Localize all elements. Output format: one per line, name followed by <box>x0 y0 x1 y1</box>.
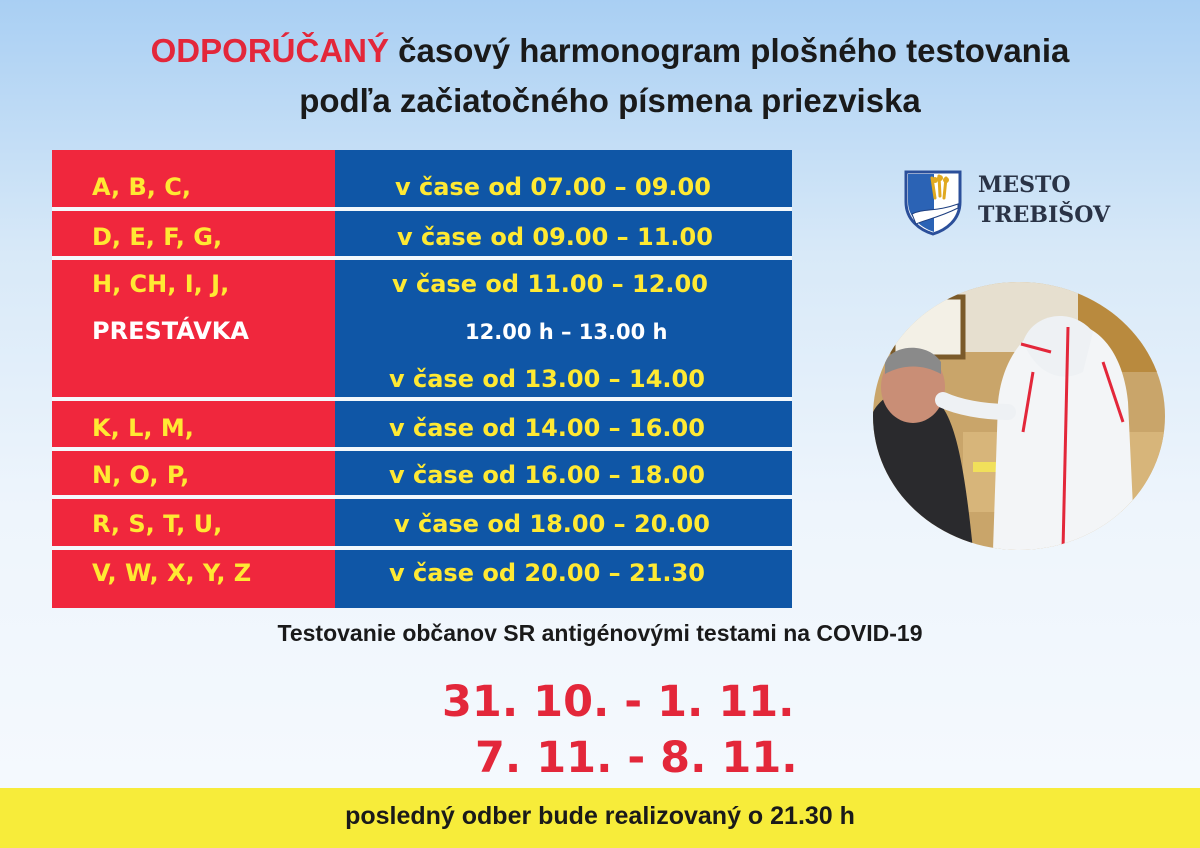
footer-banner <box>0 788 1200 848</box>
test-date-2: 7. 11. - 8. 11. <box>475 733 798 783</box>
row-separator <box>52 447 792 451</box>
subtitle: Testovanie občanov SR antigénovými testami na COVID-19 <box>277 620 923 646</box>
logo-text <box>978 170 1110 230</box>
city-logo <box>902 168 1142 238</box>
row-time: v čase od 20.00 – 21.30 <box>389 559 705 587</box>
logo-line-2: TREBIŠOV <box>978 202 1111 228</box>
pause-label: PRESTÁVKA <box>92 317 249 345</box>
row-time: v čase od 11.00 – 12.00 <box>392 270 708 298</box>
title-line-1 <box>10 32 1200 70</box>
row-time: v čase od 07.00 – 09.00 <box>395 173 711 201</box>
testing-scene-image <box>873 282 1165 550</box>
row-separator <box>52 397 792 401</box>
row-letters: K, L, M, <box>92 414 194 442</box>
footer-text: posledný odber bude realizovaný o 21.30 h <box>345 802 855 830</box>
trebisov-coat-of-arms-icon <box>902 168 966 236</box>
row-letters: V, W, X, Y, Z <box>92 559 252 587</box>
row-time: v čase od 14.00 – 16.00 <box>389 414 705 442</box>
row-separator <box>52 256 792 260</box>
pause-time: 12.00 h – 13.00 h <box>465 320 668 344</box>
row-time: v čase od 13.00 – 14.00 <box>389 365 705 393</box>
row-letters: H, CH, I, J, <box>92 270 230 298</box>
row-time: v čase od 18.00 – 20.00 <box>394 510 710 538</box>
row-time: v čase od 16.00 – 18.00 <box>389 461 705 489</box>
logo-line-1: MESTO <box>978 172 1071 198</box>
test-date-1: 31. 10. - 1. 11. <box>442 677 795 727</box>
title-line-1-rest: časový harmonogram plošného testovania <box>389 32 1070 69</box>
schedule-table <box>52 150 792 608</box>
row-separator <box>52 495 792 499</box>
row-time: v čase od 09.00 – 11.00 <box>397 223 713 251</box>
title-line-2: podľa začiatočného písmena priezviska <box>299 82 921 119</box>
row-separator <box>52 207 792 211</box>
row-letters: D, E, F, G, <box>92 223 223 251</box>
row-separator <box>52 546 792 550</box>
letters-column <box>52 150 335 608</box>
row-letters: N, O, P, <box>92 461 190 489</box>
row-letters: A, B, C, <box>92 173 191 201</box>
row-letters: R, S, T, U, <box>92 510 223 538</box>
title-accent: ODPORÚČANÝ <box>150 32 389 69</box>
testing-photo <box>873 282 1165 550</box>
